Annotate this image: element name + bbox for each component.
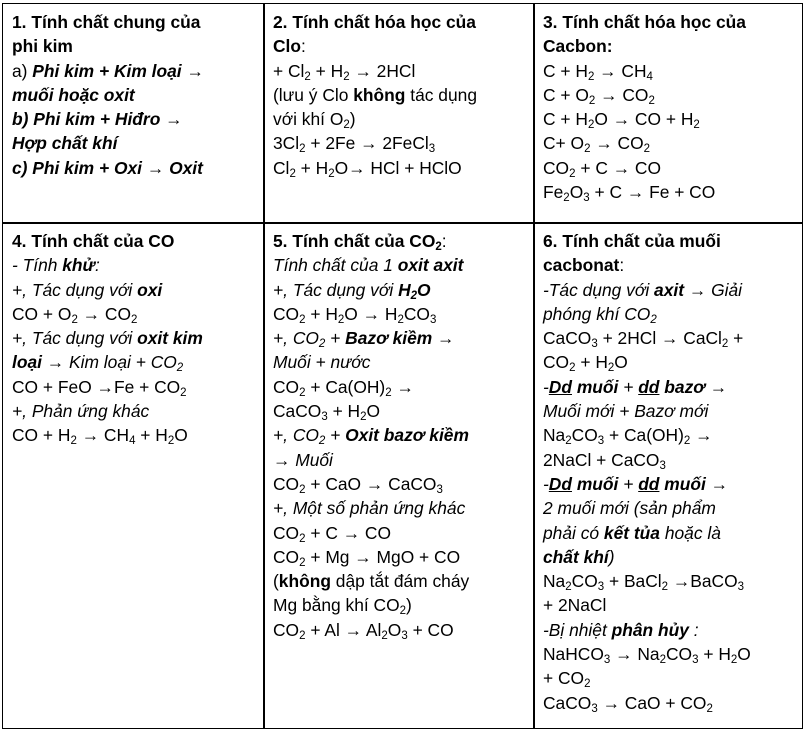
text-run: CO + H: [12, 425, 71, 446]
text-run: 3. Tính chất hóa học của: [543, 12, 746, 32]
cell-chlorine-properties: [264, 4, 533, 222]
subscript: 2: [399, 605, 407, 618]
text-run: CaCO: [543, 692, 592, 713]
subscript: 2: [328, 167, 335, 180]
text-run: + Cl: [273, 60, 305, 81]
text-run: →: [432, 328, 455, 349]
subscript: 3: [603, 654, 611, 667]
subscript: 2: [299, 483, 306, 496]
text-line: [273, 399, 525, 423]
text-line: [543, 666, 794, 690]
text-run: O: [387, 619, 402, 640]
properties-table: [2, 3, 803, 729]
text-run: Mg bằng khí CO: [273, 595, 400, 616]
text-run: +, Một số phản ứng khác: [273, 498, 466, 519]
text-run: + H: [135, 425, 168, 446]
cell-co2-properties: [264, 223, 533, 728]
text-run: Dd: [548, 376, 572, 397]
text-line: [543, 399, 794, 423]
text-run: + H: [327, 401, 361, 422]
text-line: [543, 496, 794, 520]
subscript: 2: [588, 94, 596, 107]
text-run: Na: [543, 571, 566, 592]
text-run: phải có: [543, 522, 604, 543]
text-line: [273, 448, 525, 472]
subscript: 3: [429, 313, 437, 326]
text-line: [12, 350, 255, 374]
subscript: 2: [360, 411, 367, 424]
text-line: [273, 350, 525, 374]
text-run: bazơ: [659, 376, 705, 397]
text-run: dập tắt đám cháy: [330, 571, 470, 592]
text-run: →: [704, 376, 728, 397]
text-run: -Tác dụng với: [543, 279, 655, 300]
text-run: O: [614, 352, 628, 373]
text-run: -Bị nhiệt: [543, 619, 612, 640]
text-run: :: [301, 36, 306, 57]
text-run: CO: [571, 571, 598, 592]
text-run: Phi kim + Kim loại: [32, 60, 182, 81]
text-run: → Giải: [684, 279, 742, 300]
text-run: + Mg → MgO + CO: [305, 546, 461, 567]
text-line: [12, 278, 255, 302]
text-run: NaHCO: [543, 644, 604, 665]
subscript: 2: [180, 386, 187, 399]
text-run: + H: [575, 352, 608, 373]
text-run: không: [278, 571, 331, 592]
text-line: [12, 229, 255, 253]
text-line: [543, 472, 794, 496]
text-run: O: [737, 644, 751, 665]
subscript: 2: [565, 581, 572, 594]
text-line: [273, 375, 525, 399]
text-line: [543, 545, 794, 569]
text-run: → CO: [590, 133, 644, 154]
subscript: 2: [607, 362, 615, 375]
text-line: [273, 156, 525, 180]
text-run: + H: [310, 60, 344, 81]
text-run: + H: [295, 157, 329, 178]
text-run: 3Cl: [273, 133, 300, 154]
text-line: [12, 34, 255, 58]
subscript: 2: [565, 435, 572, 448]
subscript: 2: [71, 313, 78, 326]
text-run: CO: [543, 352, 570, 373]
text-line: [273, 593, 525, 617]
subscript: 2: [318, 435, 326, 448]
text-run: 2 muối mới (sản phẩm: [543, 498, 716, 519]
text-run: 6. Tính chất của muối: [543, 231, 721, 251]
subscript: 2: [730, 654, 738, 667]
text-run: + 2HCl → CaCl: [597, 328, 722, 349]
text-line: [273, 302, 525, 326]
subscript: 3: [428, 143, 436, 156]
subscript: 3: [401, 629, 408, 642]
text-run: Oxit bazơ kiềm: [345, 425, 469, 446]
text-run: CO + FeO →Fe + CO: [12, 376, 181, 397]
text-line: [12, 131, 255, 155]
subscript: 2: [683, 435, 691, 448]
text-run: cacbonat: [543, 255, 620, 276]
subscript: 2: [643, 143, 651, 156]
text-run: CO: [666, 644, 693, 665]
text-run: :: [688, 619, 699, 640]
text-run: CaCO: [273, 401, 322, 422]
text-run: + 2NaCl: [543, 595, 607, 616]
text-run: C + H: [543, 109, 588, 130]
text-run: CO: [273, 619, 300, 640]
subscript: 2: [650, 313, 657, 326]
subscript: 2: [706, 702, 713, 715]
text-line: [543, 180, 794, 204]
text-run: oxi: [137, 279, 163, 300]
text-run: loại: [12, 352, 42, 373]
text-line: [12, 253, 255, 277]
text-line: [273, 326, 525, 350]
text-run: :: [441, 231, 447, 251]
text-run: O: [569, 182, 584, 203]
text-run: H: [398, 279, 411, 300]
text-line: [12, 302, 255, 326]
text-line: [543, 229, 794, 253]
text-run: +, CO: [273, 328, 319, 349]
subscript: 2: [435, 241, 442, 253]
subscript: 3: [737, 581, 745, 594]
subscript: 2: [299, 313, 306, 326]
text-run: CaCO: [543, 328, 592, 349]
text-run: Na: [543, 425, 566, 446]
text-run: muối: [659, 473, 706, 494]
subscript: 2: [70, 435, 77, 448]
subscript: 2: [659, 654, 666, 667]
text-line: [543, 350, 794, 374]
text-run: ): [406, 595, 412, 616]
text-line: [543, 302, 794, 326]
text-run: không: [353, 84, 406, 105]
subscript: 3: [583, 192, 590, 205]
text-run: khử: [62, 255, 95, 276]
text-run: muối: [571, 376, 619, 397]
text-line: [543, 618, 794, 642]
text-run: → CO: [595, 84, 649, 105]
text-line: [273, 229, 525, 253]
subscript: 2: [584, 678, 591, 691]
subscript: 3: [659, 459, 666, 472]
text-run: + H: [698, 644, 731, 665]
text-run: → CO: [77, 303, 131, 324]
text-run: →: [705, 473, 729, 494]
text-run: O: [174, 425, 188, 446]
text-line: [543, 34, 794, 58]
subscript: 2: [343, 119, 350, 132]
text-line: [273, 496, 525, 520]
text-line: [12, 59, 255, 83]
text-line: [543, 375, 794, 399]
subscript: 3: [692, 654, 699, 667]
text-line: [273, 59, 525, 83]
text-run: CO: [571, 425, 598, 446]
text-run: Cacbon:: [543, 36, 613, 57]
text-run: a): [12, 60, 33, 81]
subscript: 2: [289, 167, 296, 180]
text-line: [12, 375, 255, 399]
subscript: 2: [318, 338, 326, 351]
text-run: ): [349, 109, 356, 130]
text-run: Cl: [273, 157, 290, 178]
text-run: + CO: [543, 668, 585, 689]
text-line: [543, 156, 794, 180]
text-run: phi kim: [12, 36, 73, 57]
text-run: CO: [273, 546, 300, 567]
text-run: →: [391, 376, 414, 397]
text-run: dd: [638, 376, 660, 397]
text-run: + BaCl: [604, 571, 662, 592]
text-line: [543, 10, 794, 34]
text-line: [12, 423, 255, 447]
text-run: + Ca(OH): [305, 376, 386, 397]
text-line: [12, 83, 255, 107]
text-run: O: [366, 401, 381, 422]
text-line: [273, 545, 525, 569]
text-run: O → H: [344, 303, 398, 324]
text-line: [273, 278, 525, 302]
text-run: kết tủa: [603, 522, 660, 543]
text-run: Muối + nước: [273, 352, 371, 373]
text-line: [543, 593, 794, 617]
text-run: Muối mới + Bazơ mới: [543, 401, 709, 422]
text-run: tác dụng: [405, 84, 477, 105]
subscript: 2: [176, 362, 184, 375]
text-run: +, Tác dụng với: [12, 279, 138, 300]
subscript: 2: [587, 119, 595, 132]
text-run: +: [325, 425, 346, 446]
subscript: 2: [343, 70, 350, 83]
text-run: O→ HCl + HClO: [334, 157, 462, 178]
text-line: [273, 423, 525, 447]
text-line: [543, 642, 794, 666]
text-line: [273, 107, 525, 131]
text-run: C+ O: [543, 133, 585, 154]
text-line: [12, 10, 255, 34]
cell-co-properties: [3, 223, 263, 728]
text-run: 1. Tính chất chung của: [12, 12, 201, 32]
text-run: CO: [273, 522, 300, 543]
subscript: 2: [410, 289, 418, 302]
text-run: 2. Tính chất hóa học của: [273, 12, 476, 32]
text-line: [543, 569, 794, 593]
text-run: ): [608, 546, 615, 567]
subscript: 2: [584, 143, 591, 156]
text-run: →: [690, 425, 713, 446]
text-run: + C → CO: [575, 157, 662, 178]
subscript: 2: [563, 192, 570, 205]
text-run: phóng khí CO: [543, 303, 651, 324]
text-run: :: [619, 255, 625, 276]
text-run: oxit kim: [137, 328, 203, 349]
text-run: c) Phi kim + Oxi: [12, 157, 142, 178]
text-run: → 2HCl: [349, 60, 416, 81]
subscript: 2: [130, 313, 138, 326]
text-run: CO: [543, 157, 570, 178]
text-run: +, Tác dụng với: [12, 328, 138, 349]
text-run: →BaCO: [668, 571, 738, 592]
subscript: 2: [299, 556, 306, 569]
cell-carbon-properties: [534, 4, 802, 222]
text-run: (: [273, 571, 279, 592]
text-run: Fe: [543, 182, 564, 203]
text-run: với khí O: [273, 109, 344, 130]
text-run: + CO: [407, 619, 454, 640]
text-run: +, Phản ứng khác: [12, 401, 150, 422]
text-line: [12, 326, 255, 350]
subscript: 2: [299, 532, 306, 545]
text-run: hoặc là: [659, 522, 721, 543]
text-run: + Al → Al: [305, 619, 382, 640]
subscript: 3: [436, 483, 443, 496]
text-run: Hợp chất khí: [12, 133, 118, 154]
cell-carbonate-properties: [534, 223, 802, 728]
text-run: muối: [571, 473, 619, 494]
text-line: [543, 59, 794, 83]
text-run: oxit axit: [397, 255, 464, 276]
subscript: 4: [646, 70, 653, 83]
text-run: →: [160, 109, 183, 130]
text-run: + CaO → CaCO: [305, 473, 437, 494]
text-line: [543, 107, 794, 131]
subscript: 2: [299, 386, 306, 399]
text-run: +: [728, 328, 744, 349]
text-line: [273, 34, 525, 58]
cell-nonmetal-properties: [3, 4, 263, 222]
subscript: 2: [304, 70, 311, 83]
text-run: -: [543, 376, 549, 397]
text-line: [273, 618, 525, 642]
text-line: [543, 253, 794, 277]
text-run: → CH: [594, 60, 647, 81]
text-run: Oxit: [169, 157, 203, 178]
text-run: Dd: [548, 473, 572, 494]
text-run: :: [94, 255, 100, 276]
text-run: → Muối: [273, 449, 333, 470]
text-run: → CH: [76, 425, 130, 446]
text-line: [12, 107, 255, 131]
subscript: 2: [587, 70, 595, 83]
subscript: 2: [381, 629, 388, 642]
text-line: [273, 131, 525, 155]
subscript: 3: [591, 702, 598, 715]
text-line: [273, 521, 525, 545]
subscript: 2: [721, 338, 729, 351]
text-run: + C → CO: [305, 522, 392, 543]
text-run: chất khí: [543, 546, 609, 567]
text-line: [543, 326, 794, 350]
text-line: [273, 569, 525, 593]
text-run: 4. Tính chất của CO: [12, 231, 175, 251]
text-run: 5. Tính chất của CO: [273, 231, 436, 251]
text-run: phân hủy: [611, 619, 689, 640]
text-run: +: [618, 376, 639, 397]
subscript: 2: [167, 435, 175, 448]
text-line: [543, 448, 794, 472]
text-line: [273, 10, 525, 34]
text-run: Bazơ kiềm: [345, 328, 433, 349]
text-run: Tính chất của 1: [273, 255, 398, 276]
text-run: (lưu ý Clo: [273, 84, 354, 105]
text-run: - Tính: [12, 255, 63, 276]
text-run: → CaO + CO: [597, 692, 707, 713]
subscript: 4: [129, 435, 136, 448]
text-line: [543, 521, 794, 545]
text-line: [12, 399, 255, 423]
subscript: 2: [385, 386, 392, 399]
text-run: O → CO + H: [594, 109, 694, 130]
text-run: CO: [403, 303, 430, 324]
text-run: muối hoặc oxit: [12, 84, 135, 105]
text-run: +, CO: [273, 425, 319, 446]
text-line: [273, 83, 525, 107]
text-line: [273, 253, 525, 277]
subscript: 3: [591, 338, 598, 351]
subscript: 3: [597, 435, 605, 448]
text-run: C + H: [543, 60, 588, 81]
text-run: Clo: [273, 36, 302, 57]
subscript: 2: [569, 362, 576, 375]
text-run: dd: [638, 473, 660, 494]
text-run: + H: [305, 303, 338, 324]
text-line: [12, 156, 255, 180]
text-run: -: [543, 473, 549, 494]
subscript: 2: [337, 313, 345, 326]
text-run: CO: [273, 303, 300, 324]
text-run: + C → Fe + CO: [589, 182, 716, 203]
subscript: 2: [299, 143, 306, 156]
text-run: +, Tác dụng với: [273, 279, 399, 300]
text-line: [543, 691, 794, 715]
subscript: 2: [661, 581, 669, 594]
subscript: 2: [397, 313, 404, 326]
text-line: [543, 131, 794, 155]
text-run: →: [142, 157, 170, 178]
text-line: [273, 472, 525, 496]
text-run: → Na: [610, 644, 660, 665]
text-run: → Kim loại + CO: [41, 352, 177, 373]
text-line: [543, 423, 794, 447]
text-run: O: [417, 279, 431, 300]
text-run: +: [618, 473, 639, 494]
text-run: axit: [654, 279, 685, 300]
text-run: C + O: [543, 84, 589, 105]
subscript: 2: [569, 167, 576, 180]
text-run: CO + O: [12, 303, 72, 324]
text-run: + Ca(OH): [604, 425, 684, 446]
subscript: 2: [648, 94, 655, 107]
text-line: [543, 278, 794, 302]
subscript: 3: [321, 411, 328, 424]
text-run: b) Phi kim + Hiđro: [12, 109, 161, 130]
text-run: CO: [273, 376, 300, 397]
text-run: →: [181, 60, 204, 81]
text-run: 2NaCl + CaCO: [543, 449, 660, 470]
text-run: CO: [273, 473, 300, 494]
subscript: 2: [299, 629, 306, 642]
text-line: [543, 83, 794, 107]
subscript: 3: [597, 581, 605, 594]
subscript: 2: [693, 119, 700, 132]
text-run: +: [325, 328, 346, 349]
text-run: + 2Fe → 2FeCl: [305, 133, 429, 154]
